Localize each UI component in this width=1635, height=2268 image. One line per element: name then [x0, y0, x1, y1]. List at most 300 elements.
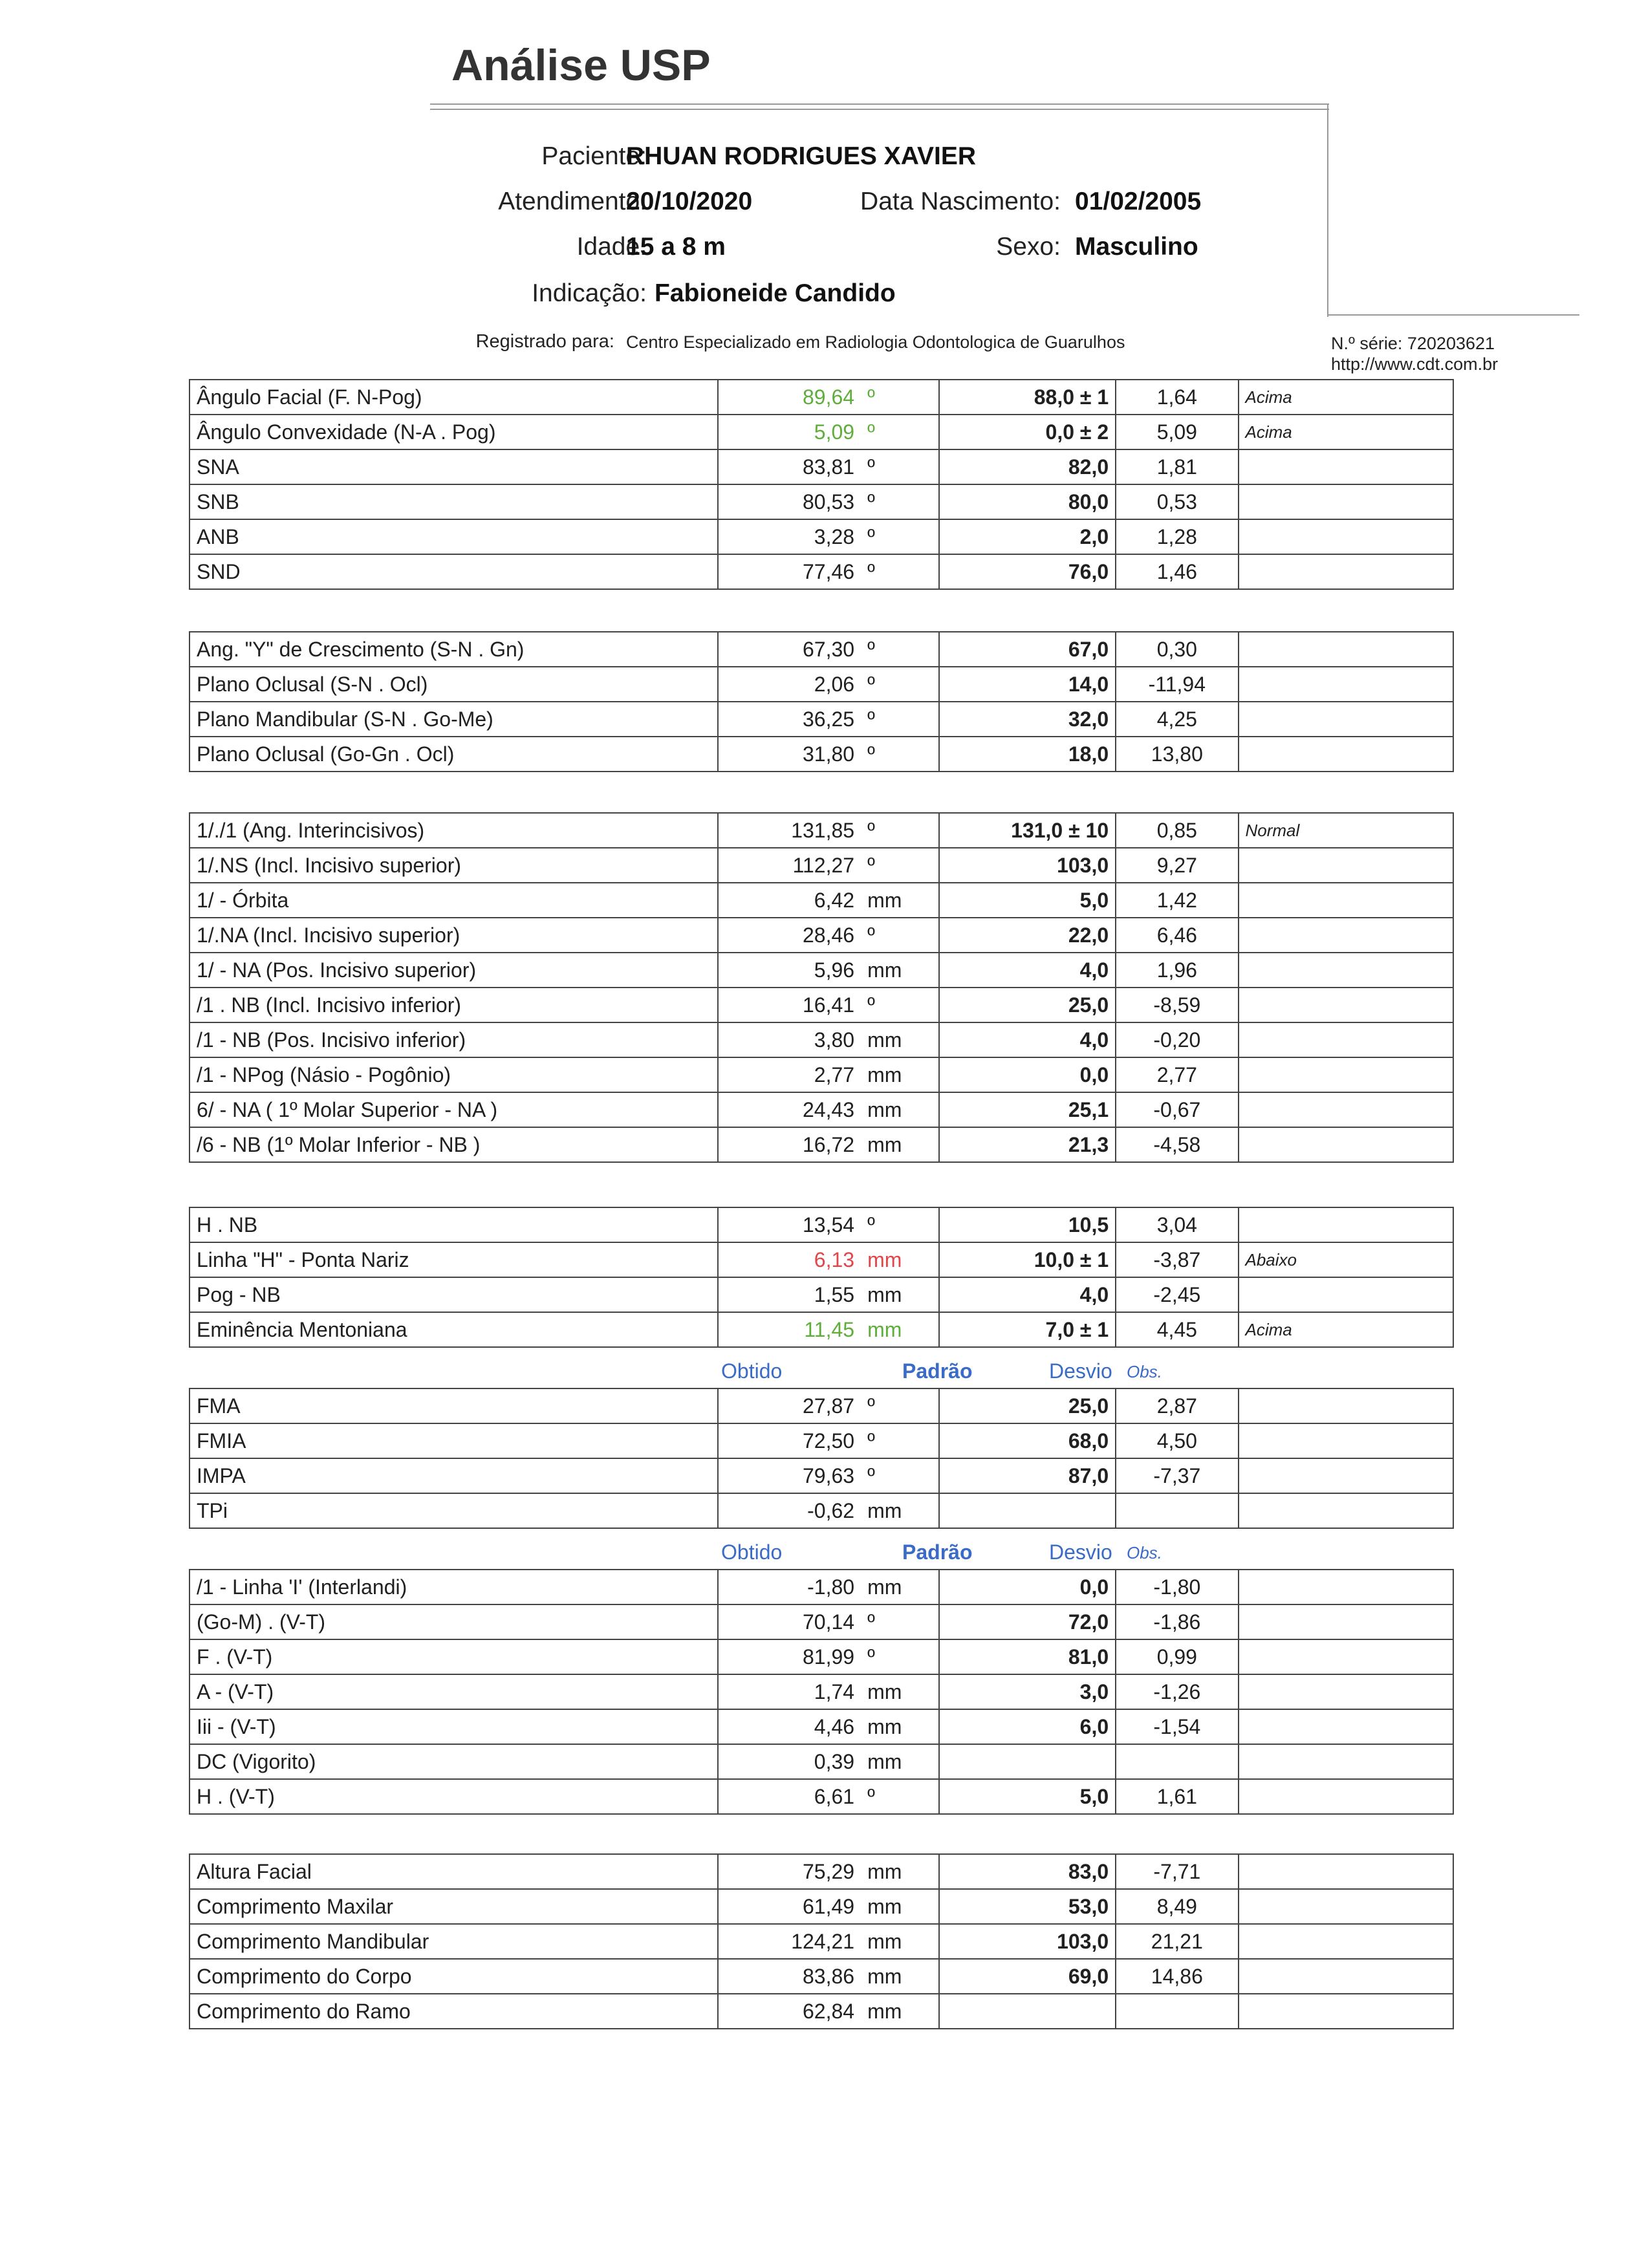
measure-obs	[1239, 484, 1454, 519]
measure-unit: mm	[861, 1057, 939, 1092]
measure-name: 1/.NA (Incl. Incisivo superior)	[189, 918, 718, 953]
measure-standard: 0,0 ± 2	[939, 415, 1116, 449]
measure-value: 72,50	[718, 1423, 861, 1458]
measure-standard: 22,0	[939, 918, 1116, 953]
measure-value: 4,46	[718, 1709, 861, 1744]
measure-obs	[1239, 1493, 1454, 1528]
measure-unit: º	[861, 1639, 939, 1674]
birth-date: 01/02/2005	[1075, 188, 1202, 215]
measure-name: Altura Facial	[189, 1854, 718, 1889]
measure-value: 1,74	[718, 1674, 861, 1709]
registered-label: Registrado para:	[475, 331, 614, 352]
col-header-obs: Obs.	[1127, 1543, 1162, 1562]
measure-value: -1,80	[718, 1570, 861, 1604]
measure-obs	[1239, 702, 1454, 737]
measure-obs	[1239, 1423, 1454, 1458]
sex-value: Masculino	[1075, 233, 1198, 261]
measure-unit: mm	[861, 1709, 939, 1744]
measure-value: 5,96	[718, 953, 861, 988]
measure-obs	[1239, 1709, 1454, 1744]
measure-standard: 87,0	[939, 1458, 1116, 1493]
measure-value: 6,42	[718, 883, 861, 918]
measure-unit: mm	[861, 1994, 939, 2029]
measure-unit: º	[861, 449, 939, 484]
measure-name: Pog - NB	[189, 1277, 718, 1312]
measurement-group	[189, 631, 1454, 772]
measure-name: Ang. "Y" de Crescimento (S-N . Gn)	[189, 632, 718, 667]
measure-value: 89,64	[718, 380, 861, 415]
measure-obs	[1239, 449, 1454, 484]
serial-number: N.º série: 720203621	[1331, 334, 1495, 353]
table-row	[189, 702, 1453, 737]
visit-date: 20/10/2020	[626, 188, 753, 215]
measure-name: Plano Oclusal (S-N . Ocl)	[189, 667, 718, 702]
measure-unit: mm	[861, 1924, 939, 1959]
measure-deviation: 8,49	[1116, 1889, 1238, 1924]
measure-obs	[1239, 1127, 1454, 1162]
table-row	[189, 1022, 1453, 1057]
measure-obs: Acima	[1239, 380, 1454, 415]
measure-obs	[1239, 883, 1454, 918]
measure-deviation: -2,45	[1116, 1277, 1238, 1312]
measure-deviation: 1,61	[1116, 1779, 1238, 1814]
measure-name: Linha "H" - Ponta Nariz	[189, 1242, 718, 1277]
measure-unit: º	[861, 667, 939, 702]
measure-value: 2,77	[718, 1057, 861, 1092]
report-title: Análise USP	[451, 41, 711, 90]
measure-deviation: 1,42	[1116, 883, 1238, 918]
table-row	[189, 1854, 1453, 1889]
measure-name: IMPA	[189, 1458, 718, 1493]
measure-deviation: -0,67	[1116, 1092, 1238, 1127]
measure-unit: º	[861, 1779, 939, 1814]
measure-unit: º	[861, 415, 939, 449]
table-row	[189, 667, 1453, 702]
measure-name: FMIA	[189, 1423, 718, 1458]
measure-deviation: 4,50	[1116, 1423, 1238, 1458]
measure-unit: mm	[861, 1744, 939, 1779]
measurement-group	[189, 1569, 1454, 1815]
col-header-standard: Padrão	[902, 1540, 973, 1564]
measure-standard	[939, 1493, 1116, 1528]
measure-name: Plano Mandibular (S-N . Go-Me)	[189, 702, 718, 737]
measure-obs	[1239, 1779, 1454, 1814]
table-row	[189, 632, 1453, 667]
measure-unit: º	[861, 737, 939, 772]
table-row	[189, 988, 1453, 1022]
table-row	[189, 1924, 1453, 1959]
measure-deviation: -7,71	[1116, 1854, 1238, 1889]
measure-unit: mm	[861, 1674, 939, 1709]
table-row	[189, 918, 1453, 953]
measure-value: 28,46	[718, 918, 861, 953]
measure-value: 36,25	[718, 702, 861, 737]
measure-value: 77,46	[718, 554, 861, 589]
measure-value: 124,21	[718, 1924, 861, 1959]
measure-unit: mm	[861, 953, 939, 988]
measure-name: /1 - Linha 'I' (Interlandi)	[189, 1570, 718, 1604]
measure-deviation: -1,80	[1116, 1570, 1238, 1604]
table-row	[189, 883, 1453, 918]
col-header-obtained: Obtido	[721, 1540, 783, 1564]
measure-value: 6,13	[718, 1242, 861, 1277]
measure-standard: 0,0	[939, 1570, 1116, 1604]
measure-deviation: 0,99	[1116, 1639, 1238, 1674]
measure-name: Comprimento Maxilar	[189, 1889, 718, 1924]
header-rule-right	[1327, 103, 1328, 317]
measure-value: 16,72	[718, 1127, 861, 1162]
indication-label: Indicação:	[532, 279, 647, 307]
measure-obs	[1239, 1639, 1454, 1674]
measure-value: 6,61	[718, 1779, 861, 1814]
measure-value: 24,43	[718, 1092, 861, 1127]
measure-unit: mm	[861, 1312, 939, 1347]
measure-name: Comprimento do Corpo	[189, 1959, 718, 1994]
header-rule-top	[430, 103, 1329, 105]
header-rule-bottom	[1327, 314, 1579, 316]
measure-deviation: 2,77	[1116, 1057, 1238, 1092]
measure-obs	[1239, 1994, 1454, 2029]
measure-deviation: 1,81	[1116, 449, 1238, 484]
col-header-obtained: Obtido	[721, 1359, 783, 1383]
table-row	[189, 1709, 1453, 1744]
measure-unit: º	[861, 1207, 939, 1242]
measure-name: Eminência Mentoniana	[189, 1312, 718, 1347]
table-row	[189, 1092, 1453, 1127]
indication-value: Fabioneide Candido	[655, 279, 896, 307]
measurement-group	[189, 1853, 1454, 2029]
measure-value: 13,54	[718, 1207, 861, 1242]
measure-name: /1 - NB (Pos. Incisivo inferior)	[189, 1022, 718, 1057]
col-header-standard: Padrão	[902, 1359, 973, 1383]
measure-standard: 82,0	[939, 449, 1116, 484]
measure-deviation: 4,25	[1116, 702, 1238, 737]
measure-name: Ângulo Convexidade (N-A . Pog)	[189, 415, 718, 449]
measure-value: 61,49	[718, 1889, 861, 1924]
measure-unit: º	[861, 632, 939, 667]
measure-name: /6 - NB (1º Molar Inferior - NB )	[189, 1127, 718, 1162]
measure-standard: 80,0	[939, 484, 1116, 519]
measure-standard: 7,0 ± 1	[939, 1312, 1116, 1347]
measure-deviation: 21,21	[1116, 1924, 1238, 1959]
measure-obs: Acima	[1239, 1312, 1454, 1347]
measure-deviation: 1,28	[1116, 519, 1238, 554]
measure-unit: mm	[861, 1570, 939, 1604]
measure-value: 31,80	[718, 737, 861, 772]
table-row	[189, 1994, 1453, 2029]
measure-obs	[1239, 953, 1454, 988]
measure-deviation: -1,26	[1116, 1674, 1238, 1709]
measure-standard: 103,0	[939, 1924, 1116, 1959]
measure-name: Plano Oclusal (Go-Gn . Ocl)	[189, 737, 718, 772]
measure-unit: mm	[861, 1092, 939, 1127]
measure-obs	[1239, 1092, 1454, 1127]
measure-standard: 14,0	[939, 667, 1116, 702]
measure-standard: 5,0	[939, 883, 1116, 918]
measure-name: 6/ - NA ( 1º Molar Superior - NA )	[189, 1092, 718, 1127]
measure-deviation: 3,04	[1116, 1207, 1238, 1242]
measure-standard: 81,0	[939, 1639, 1116, 1674]
table-row	[189, 813, 1453, 848]
measure-value: 79,63	[718, 1458, 861, 1493]
table-row	[189, 1458, 1453, 1493]
patient-label: Paciente:	[541, 142, 647, 170]
measure-name: 1/./1 (Ang. Interincisivos)	[189, 813, 718, 848]
measure-name: Iii - (V-T)	[189, 1709, 718, 1744]
measure-standard: 3,0	[939, 1674, 1116, 1709]
measure-unit: mm	[861, 1127, 939, 1162]
table-row	[189, 1493, 1453, 1528]
table-row	[189, 380, 1453, 415]
measure-obs	[1239, 988, 1454, 1022]
measure-deviation: -11,94	[1116, 667, 1238, 702]
measure-standard: 2,0	[939, 519, 1116, 554]
table-row	[189, 1312, 1453, 1347]
patient-name: RHUAN RODRIGUES XAVIER	[626, 142, 976, 170]
measure-value: 0,39	[718, 1744, 861, 1779]
measure-deviation	[1116, 1493, 1238, 1528]
measure-unit: mm	[861, 1854, 939, 1889]
measure-standard: 10,0 ± 1	[939, 1242, 1116, 1277]
table-row	[189, 484, 1453, 519]
measure-deviation: -3,87	[1116, 1242, 1238, 1277]
measure-unit: º	[861, 1604, 939, 1639]
measure-standard: 4,0	[939, 953, 1116, 988]
measure-value: 1,55	[718, 1277, 861, 1312]
measure-deviation: 9,27	[1116, 848, 1238, 883]
measure-value: 70,14	[718, 1604, 861, 1639]
col-header-deviation: Desvio	[1049, 1359, 1112, 1383]
measure-obs	[1239, 848, 1454, 883]
measure-obs	[1239, 1959, 1454, 1994]
measure-obs: Acima	[1239, 415, 1454, 449]
measure-unit: º	[861, 380, 939, 415]
measure-value: 2,06	[718, 667, 861, 702]
birth-label: Data Nascimento:	[860, 188, 1061, 215]
measure-deviation: -0,20	[1116, 1022, 1238, 1057]
measure-standard: 4,0	[939, 1022, 1116, 1057]
measure-obs	[1239, 554, 1454, 589]
measurement-group	[189, 1388, 1454, 1529]
visit-label: Atendimento:	[498, 188, 647, 215]
measure-deviation: 5,09	[1116, 415, 1238, 449]
measure-standard: 83,0	[939, 1854, 1116, 1889]
measure-obs	[1239, 519, 1454, 554]
age-value: 15 a 8 m	[626, 233, 726, 261]
measure-obs	[1239, 667, 1454, 702]
measure-unit: mm	[861, 1889, 939, 1924]
measure-name: DC (Vigorito)	[189, 1744, 718, 1779]
measure-value: 83,81	[718, 449, 861, 484]
measure-obs: Abaixo	[1239, 1242, 1454, 1277]
header-rule-top-2	[430, 109, 1329, 110]
measure-unit: º	[861, 1388, 939, 1423]
measure-deviation: 4,45	[1116, 1312, 1238, 1347]
measure-obs	[1239, 918, 1454, 953]
measure-name: TPi	[189, 1493, 718, 1528]
measure-unit: º	[861, 848, 939, 883]
measure-obs	[1239, 1570, 1454, 1604]
measure-standard: 18,0	[939, 737, 1116, 772]
measure-name: H . NB	[189, 1207, 718, 1242]
measure-name: 1/ - Órbita	[189, 883, 718, 918]
measure-obs	[1239, 632, 1454, 667]
measure-name: F . (V-T)	[189, 1639, 718, 1674]
table-row	[189, 1674, 1453, 1709]
measure-standard: 10,5	[939, 1207, 1116, 1242]
measure-obs	[1239, 1674, 1454, 1709]
measure-unit: mm	[861, 1022, 939, 1057]
measure-name: 1/ - NA (Pos. Incisivo superior)	[189, 953, 718, 988]
measure-deviation: 1,46	[1116, 554, 1238, 589]
measure-deviation: -1,86	[1116, 1604, 1238, 1639]
table-row	[189, 1388, 1453, 1423]
measure-unit: º	[861, 813, 939, 848]
measure-unit: º	[861, 988, 939, 1022]
measure-deviation: 1,64	[1116, 380, 1238, 415]
measure-standard: 68,0	[939, 1423, 1116, 1458]
age-label: Idade:	[576, 233, 647, 261]
measure-obs	[1239, 1057, 1454, 1092]
measure-standard: 76,0	[939, 554, 1116, 589]
measure-standard: 103,0	[939, 848, 1116, 883]
measurement-group	[189, 379, 1454, 590]
measure-value: 16,41	[718, 988, 861, 1022]
measure-standard	[939, 1994, 1116, 2029]
table-row	[189, 1959, 1453, 1994]
measure-deviation: 6,46	[1116, 918, 1238, 953]
measure-standard: 5,0	[939, 1779, 1116, 1814]
table-row	[189, 1242, 1453, 1277]
sex-label: Sexo:	[996, 233, 1061, 261]
measure-standard: 32,0	[939, 702, 1116, 737]
measure-deviation: 0,53	[1116, 484, 1238, 519]
measure-name: /1 - NPog (Násio - Pogônio)	[189, 1057, 718, 1092]
measure-standard: 21,3	[939, 1127, 1116, 1162]
table-row	[189, 848, 1453, 883]
measure-value: 67,30	[718, 632, 861, 667]
measure-unit: mm	[861, 883, 939, 918]
col-header-obs: Obs.	[1127, 1362, 1162, 1381]
measure-unit: º	[861, 1423, 939, 1458]
measure-deviation	[1116, 1994, 1238, 2029]
registered-value: Centro Especializado em Radiologia Odontologica de Guarulhos	[626, 332, 1125, 352]
measure-standard: 25,0	[939, 1388, 1116, 1423]
measure-obs	[1239, 1889, 1454, 1924]
measure-unit: º	[861, 918, 939, 953]
measure-obs	[1239, 1022, 1454, 1057]
measure-name: Comprimento do Ramo	[189, 1994, 718, 2029]
measure-standard: 4,0	[939, 1277, 1116, 1312]
table-row	[189, 1779, 1453, 1814]
table-row	[189, 953, 1453, 988]
measure-standard: 69,0	[939, 1959, 1116, 1994]
measure-obs	[1239, 1854, 1454, 1889]
measure-value: 27,87	[718, 1388, 861, 1423]
measure-name: (Go-M) . (V-T)	[189, 1604, 718, 1639]
measure-name: SNB	[189, 484, 718, 519]
measure-obs	[1239, 1458, 1454, 1493]
table-row	[189, 554, 1453, 589]
table-row	[189, 1423, 1453, 1458]
table-row	[189, 1604, 1453, 1639]
measure-value: 112,27	[718, 848, 861, 883]
measure-deviation: -7,37	[1116, 1458, 1238, 1493]
measure-name: H . (V-T)	[189, 1779, 718, 1814]
table-row	[189, 1207, 1453, 1242]
measure-value: 62,84	[718, 1994, 861, 2029]
table-row	[189, 1127, 1453, 1162]
measure-deviation: 0,85	[1116, 813, 1238, 848]
measure-obs	[1239, 1207, 1454, 1242]
measure-unit: mm	[861, 1959, 939, 1994]
table-row	[189, 449, 1453, 484]
measure-standard: 25,1	[939, 1092, 1116, 1127]
measure-standard: 72,0	[939, 1604, 1116, 1639]
measure-name: Ângulo Facial (F. N-Pog)	[189, 380, 718, 415]
measure-obs	[1239, 1388, 1454, 1423]
measure-name: SND	[189, 554, 718, 589]
measure-unit: º	[861, 484, 939, 519]
measure-value: 3,28	[718, 519, 861, 554]
measure-deviation: 2,87	[1116, 1388, 1238, 1423]
measure-unit: mm	[861, 1277, 939, 1312]
measure-unit: mm	[861, 1242, 939, 1277]
measure-standard: 25,0	[939, 988, 1116, 1022]
measure-deviation: 0,30	[1116, 632, 1238, 667]
col-header-deviation: Desvio	[1049, 1540, 1112, 1564]
measure-name: SNA	[189, 449, 718, 484]
measure-deviation: 13,80	[1116, 737, 1238, 772]
table-row	[189, 1277, 1453, 1312]
measure-deviation: -1,54	[1116, 1709, 1238, 1744]
measure-value: 81,99	[718, 1639, 861, 1674]
measure-standard: 6,0	[939, 1709, 1116, 1744]
table-row	[189, 1057, 1453, 1092]
measure-obs	[1239, 1924, 1454, 1959]
measure-unit: º	[861, 554, 939, 589]
table-row	[189, 415, 1453, 449]
measure-name: /1 . NB (Incl. Incisivo inferior)	[189, 988, 718, 1022]
measure-obs	[1239, 737, 1454, 772]
measure-standard: 88,0 ± 1	[939, 380, 1116, 415]
measure-standard: 131,0 ± 10	[939, 813, 1116, 848]
table-row	[189, 1639, 1453, 1674]
measure-standard	[939, 1744, 1116, 1779]
measure-obs	[1239, 1604, 1454, 1639]
measure-obs	[1239, 1277, 1454, 1312]
measure-name: A - (V-T)	[189, 1674, 718, 1709]
measure-value: -0,62	[718, 1493, 861, 1528]
table-row	[189, 1570, 1453, 1604]
measure-obs	[1239, 1744, 1454, 1779]
measure-unit: mm	[861, 1493, 939, 1528]
table-row	[189, 1889, 1453, 1924]
measure-standard: 0,0	[939, 1057, 1116, 1092]
measure-value: 131,85	[718, 813, 861, 848]
measure-deviation	[1116, 1744, 1238, 1779]
measure-name: FMA	[189, 1388, 718, 1423]
measure-unit: º	[861, 519, 939, 554]
measure-standard: 53,0	[939, 1889, 1116, 1924]
measure-unit: º	[861, 1458, 939, 1493]
measure-name: ANB	[189, 519, 718, 554]
measure-name: 1/.NS (Incl. Incisivo superior)	[189, 848, 718, 883]
measure-value: 3,80	[718, 1022, 861, 1057]
measure-deviation: 1,96	[1116, 953, 1238, 988]
measure-standard: 67,0	[939, 632, 1116, 667]
measure-value: 5,09	[718, 415, 861, 449]
